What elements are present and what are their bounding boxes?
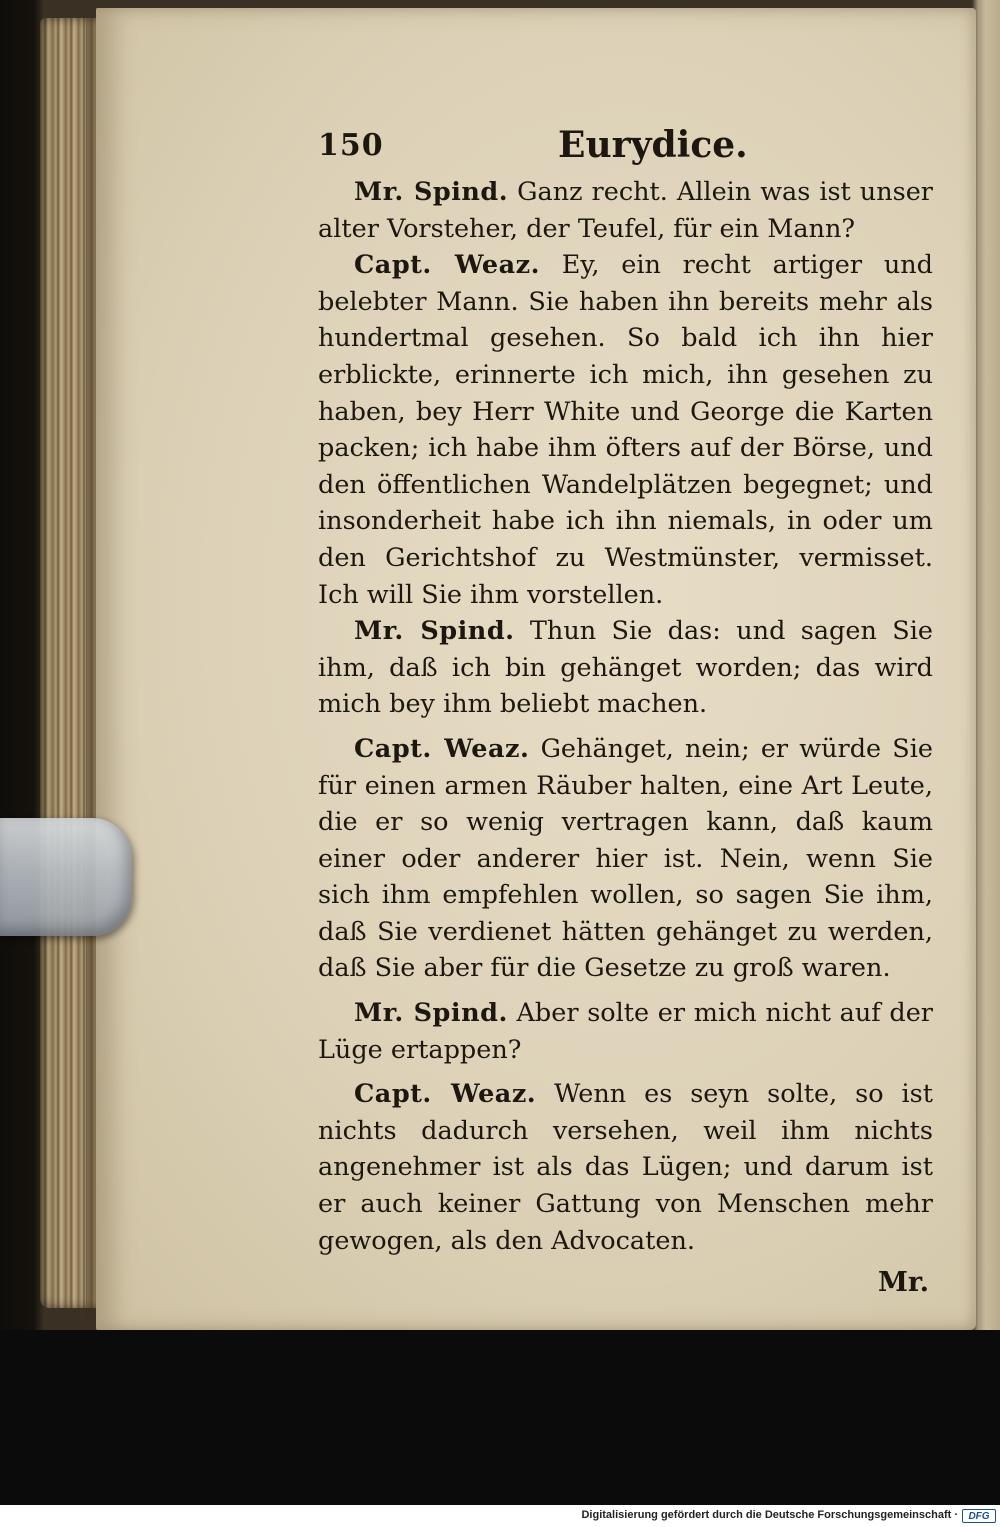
paragraph [318, 613, 933, 723]
speaker-name: Capt. Weaz. [354, 733, 530, 764]
paragraph [318, 1076, 933, 1259]
speaker-name: Mr. Spind. [354, 998, 508, 1029]
dialogue-text: Ganz recht. Allein was ist unser alter Vorsteher, der Teufel, für ein Mann? [318, 177, 934, 244]
funding-credit: Digitalisierung gefördert durch die Deutsche Forschungsgemeinschaft · [581, 1509, 958, 1521]
header-title: Eurydice. [558, 124, 748, 166]
speaker-name: Mr. Spind. [354, 177, 509, 207]
page-content [318, 122, 933, 1301]
paragraph [318, 995, 933, 1068]
speaker-name: Mr. Spind. [354, 616, 515, 647]
dialogue-text: Ey, ein recht artiger und belebter Mann. Sie haben ihn bereits mehr als hundertmal gesehen. So bald ich ihn hier erblickte, erinnerte ich mich, ihn gesehen zu haben, bey Herr White und George die Karten packen; ich habe ihm öfters auf der Börse, und den öffentlichen Wandelplätzen begegnet; und insonderheit habe ich ihn niemals, in oder um den Gerichtshof zu Westmünster, vermisset. Ich will Sie ihm vorstellen. [318, 250, 933, 610]
speaker-name: Capt. Weaz. [354, 1079, 537, 1110]
paragraph [318, 731, 933, 987]
dialogue-text: Gehänget, nein; er würde Sie für einen armen Räuber halten, eine Art Leute, die er so wenig vertragen kann, daß kaum einer oder anderer hier ist. Nein, wenn Sie sich ihm empfehlen wollen, so sagen Sie ihm, daß Sie verdienet hätten gehänget zu werden, daß Sie aber für die Gesetze zu groß waren. [318, 733, 933, 984]
facing-page-edge [972, 0, 1000, 1505]
dialogue-text: Wenn es seyn solte, so ist nichts dadurch versehen, weil ihm nichts angenehmer ist als das Lügen; und darum ist er auch keiner Gattung von Menschen mehr gewogen, als den Advocaten. [318, 1079, 933, 1256]
body-text [318, 174, 933, 1259]
dfg-logo-icon[interactable]: DFG [962, 1509, 996, 1523]
page-weight-clip [0, 818, 132, 936]
paragraph [318, 174, 933, 247]
footer-bar [0, 1505, 1000, 1527]
speaker-name: Capt. Weaz. [354, 250, 540, 281]
page-number: 150 [318, 128, 384, 163]
catchword: Mr. [877, 1267, 929, 1299]
running-head [318, 122, 933, 174]
scan-background [0, 1330, 1000, 1505]
dialogue-text: Thun Sie das: und sagen Sie ihm, daß ich bin gehänget worden; das wird mich bey ihm beliebt machen. [318, 616, 933, 720]
dialogue-text: Aber solte er mich nicht auf der Lüge ertappen? [318, 998, 933, 1065]
paragraph [318, 247, 933, 613]
